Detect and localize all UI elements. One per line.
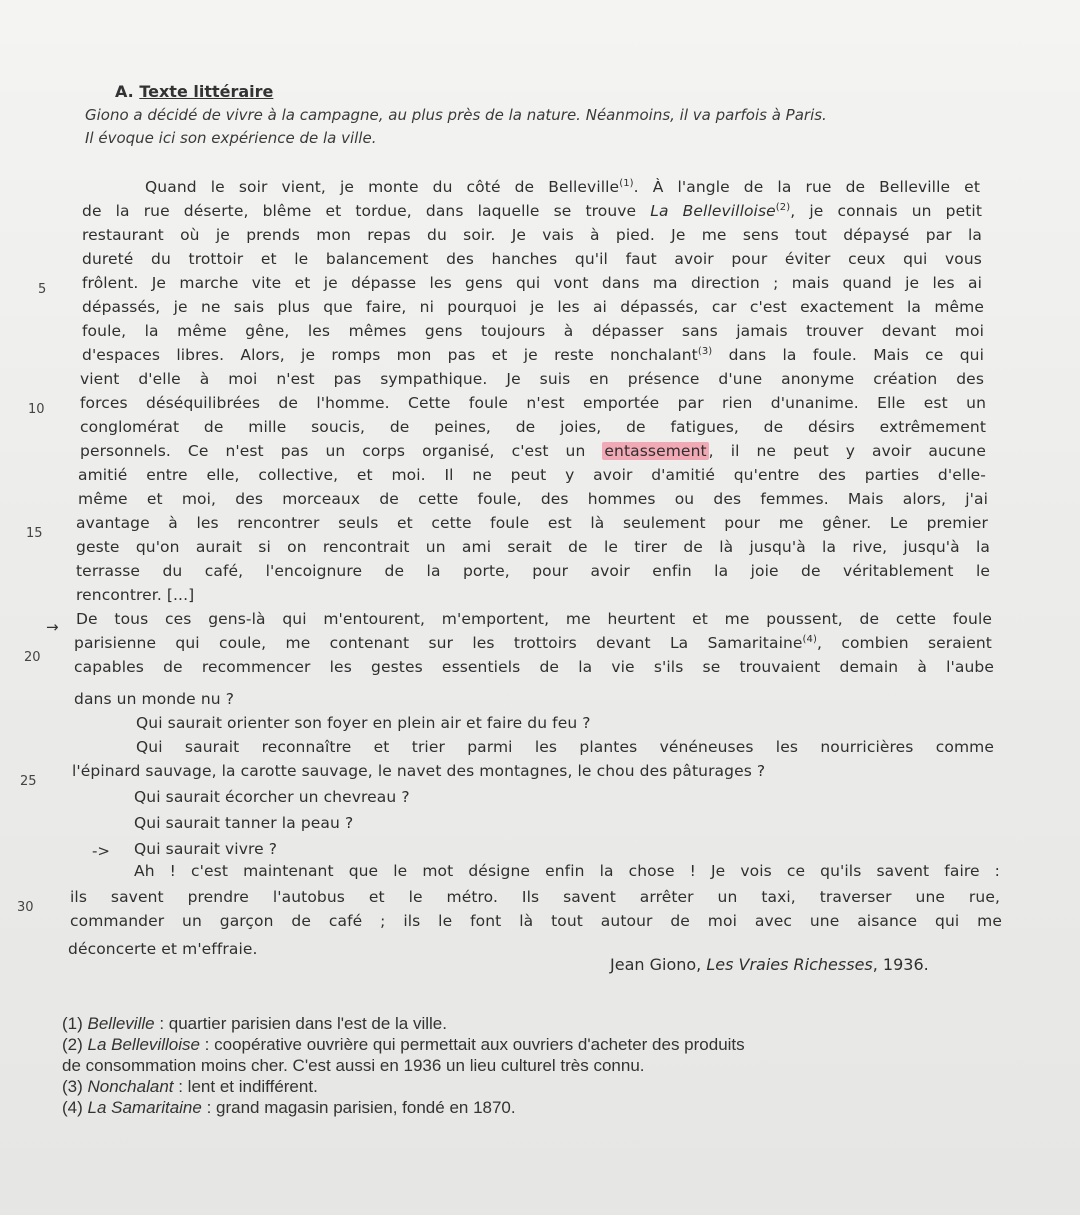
text-line: foule, la même gêne, les mêmes gens toujours à dépasser sans jamais trouver devant moi [82,322,984,340]
text-line: Qui saurait reconnaître et trier parmi les plantes vénéneuses les nourricières comme [136,738,994,756]
section-heading [115,82,273,101]
line-number: 15 [26,526,43,541]
text-line: Ah ! c'est maintenant que le mot désigne enfin la chose ! Je vois ce qu'ils savent faire : [134,862,1000,880]
text-line: ils savent prendre l'autobus et le métro. Ils savent arrêter un taxi, traverser une rue, [70,888,1000,906]
text-line: dureté du trottoir et le balancement des hanches qu'il faut avoir pour éviter ceux qui vous [82,250,982,268]
footnote-continuation: de consommation moins cher. C'est aussi en 1936 un lieu culturel très connu. [62,1056,645,1075]
line-number: 30 [17,900,34,915]
text-line: l'épinard sauvage, la carotte sauvage, le navet des montagnes, le chou des pâturages ? [72,762,766,780]
text-line: déconcerte et m'effraie. [68,940,258,958]
footnote: (1) Belleville : quartier parisien dans l'est de la ville. [62,1014,447,1033]
text-line: frôlent. Je marche vite et je dépasse les gens qui vont dans ma direction ; mais quand je les ai [82,274,982,292]
intro-line: Giono a décidé de vivre à la campagne, au plus près de la nature. Néanmoins, il va parfois à Paris. [85,106,827,124]
text-line: conglomérat de mille soucis, de peines, de joies, de fatigues, de désirs extrêmement [80,418,986,436]
heading-prefix: A. [115,82,140,101]
line-number: 20 [24,650,41,665]
text-line: Quand le soir vient, je monte du côté de Belleville$^{(1)}$. À l'angle de la rue de Belleville et [145,177,980,196]
footnote: (2) La Bellevilloise : coopérative ouvrière qui permettait aux ouvriers d'acheter des produits [62,1035,745,1054]
text-line: rencontrer. [...] [76,586,195,604]
attribution: Jean Giono, Les Vraies Richesses, 1936. [610,955,929,974]
arrow-mark: → [46,618,59,636]
intro-paragraph [85,104,1005,150]
text-line: dépassés, je ne sais plus que faire, ni pourquoi je les ai dépassés, car c'est exactement la même [82,298,984,316]
text-line: capables de recommencer les gestes essentiels de la vie s'ils se trouvaient demain à l'aube [74,658,994,676]
text-line: Qui saurait vivre ? [134,840,278,858]
text-line: Qui saurait orienter son foyer en plein air et faire du feu ? [136,714,591,732]
text-line: geste qu'on aurait si on rencontrait un ami serait de le tirer de là jusqu'à la rive, jusqu'à la [76,538,990,556]
footnote: (4) La Samaritaine : grand magasin parisien, fondé en 1870. [62,1098,516,1117]
line-number: 25 [20,774,37,789]
heading-title: Texte littéraire [139,82,274,101]
text-line: personnels. Ce n'est pas un corps organisé, c'est un entassement , il ne peut y avoir aucune [80,442,986,460]
text-line: amitié entre elle, collective, et moi. Il ne peut y avoir d'amitié qu'entre des parties d'elle- [78,466,986,484]
text-line: forces déséquilibrées de l'homme. Cette foule n'est emportée par rien d'unanime. Elle est un [80,394,986,412]
text-line: dans un monde nu ? [74,690,235,708]
text-line: parisienne qui coule, me contenant sur les trottoirs devant La Samaritaine$^{(4)}$, combien seraient [74,633,992,652]
footnotes [62,1013,992,1118]
text-line: avantage à les rencontrer seuls et cette foule est là seulement pour me gêner. Le premier [76,514,988,532]
arrow-mark: -> [92,842,110,860]
text-line: commander un garçon de café ; ils le font là tout autour de moi avec une aisance qui me [70,912,1002,930]
text-line: de la rue déserte, blême et tordue, dans laquelle se trouve La Bellevilloise$^{(2)}$, je connais un petit [82,201,982,220]
text-line: même et moi, des morceaux de cette foule, des hommes ou des femmes. Mais alors, j'ai [78,490,988,508]
text-line: vient d'elle à moi n'est pas sympathique. Je suis en présence d'une anonyme création des [80,370,984,388]
text-line: De tous ces gens-là qui m'entourent, m'emportent, me heurtent et me poussent, de cette foule [76,610,992,628]
text-line: Qui saurait écorcher un chevreau ? [134,788,410,806]
text-line: d'espaces libres. Alors, je romps mon pas et je reste nonchalant$^{(3)}$ dans la foule. Mais ce qui [82,345,984,364]
intro-line: Il évoque ici son expérience de la ville. [85,129,377,147]
line-number: 5 [38,282,47,297]
highlighted-word: entassement [604,442,707,460]
text-line: Qui saurait tanner la peau ? [134,814,354,832]
text-line: terrasse du café, l'encoignure de la porte, pour avoir enfin la joie de véritablement le [76,562,990,580]
work-title: Les Vraies Richesses [706,955,873,974]
footnote: (3) Nonchalant : lent et indifférent. [62,1077,318,1096]
text-line: restaurant où je prends mon repas du soir. Je vais à pied. Je me sens tout dépaysé par la [82,226,982,244]
line-number: 10 [28,402,45,417]
